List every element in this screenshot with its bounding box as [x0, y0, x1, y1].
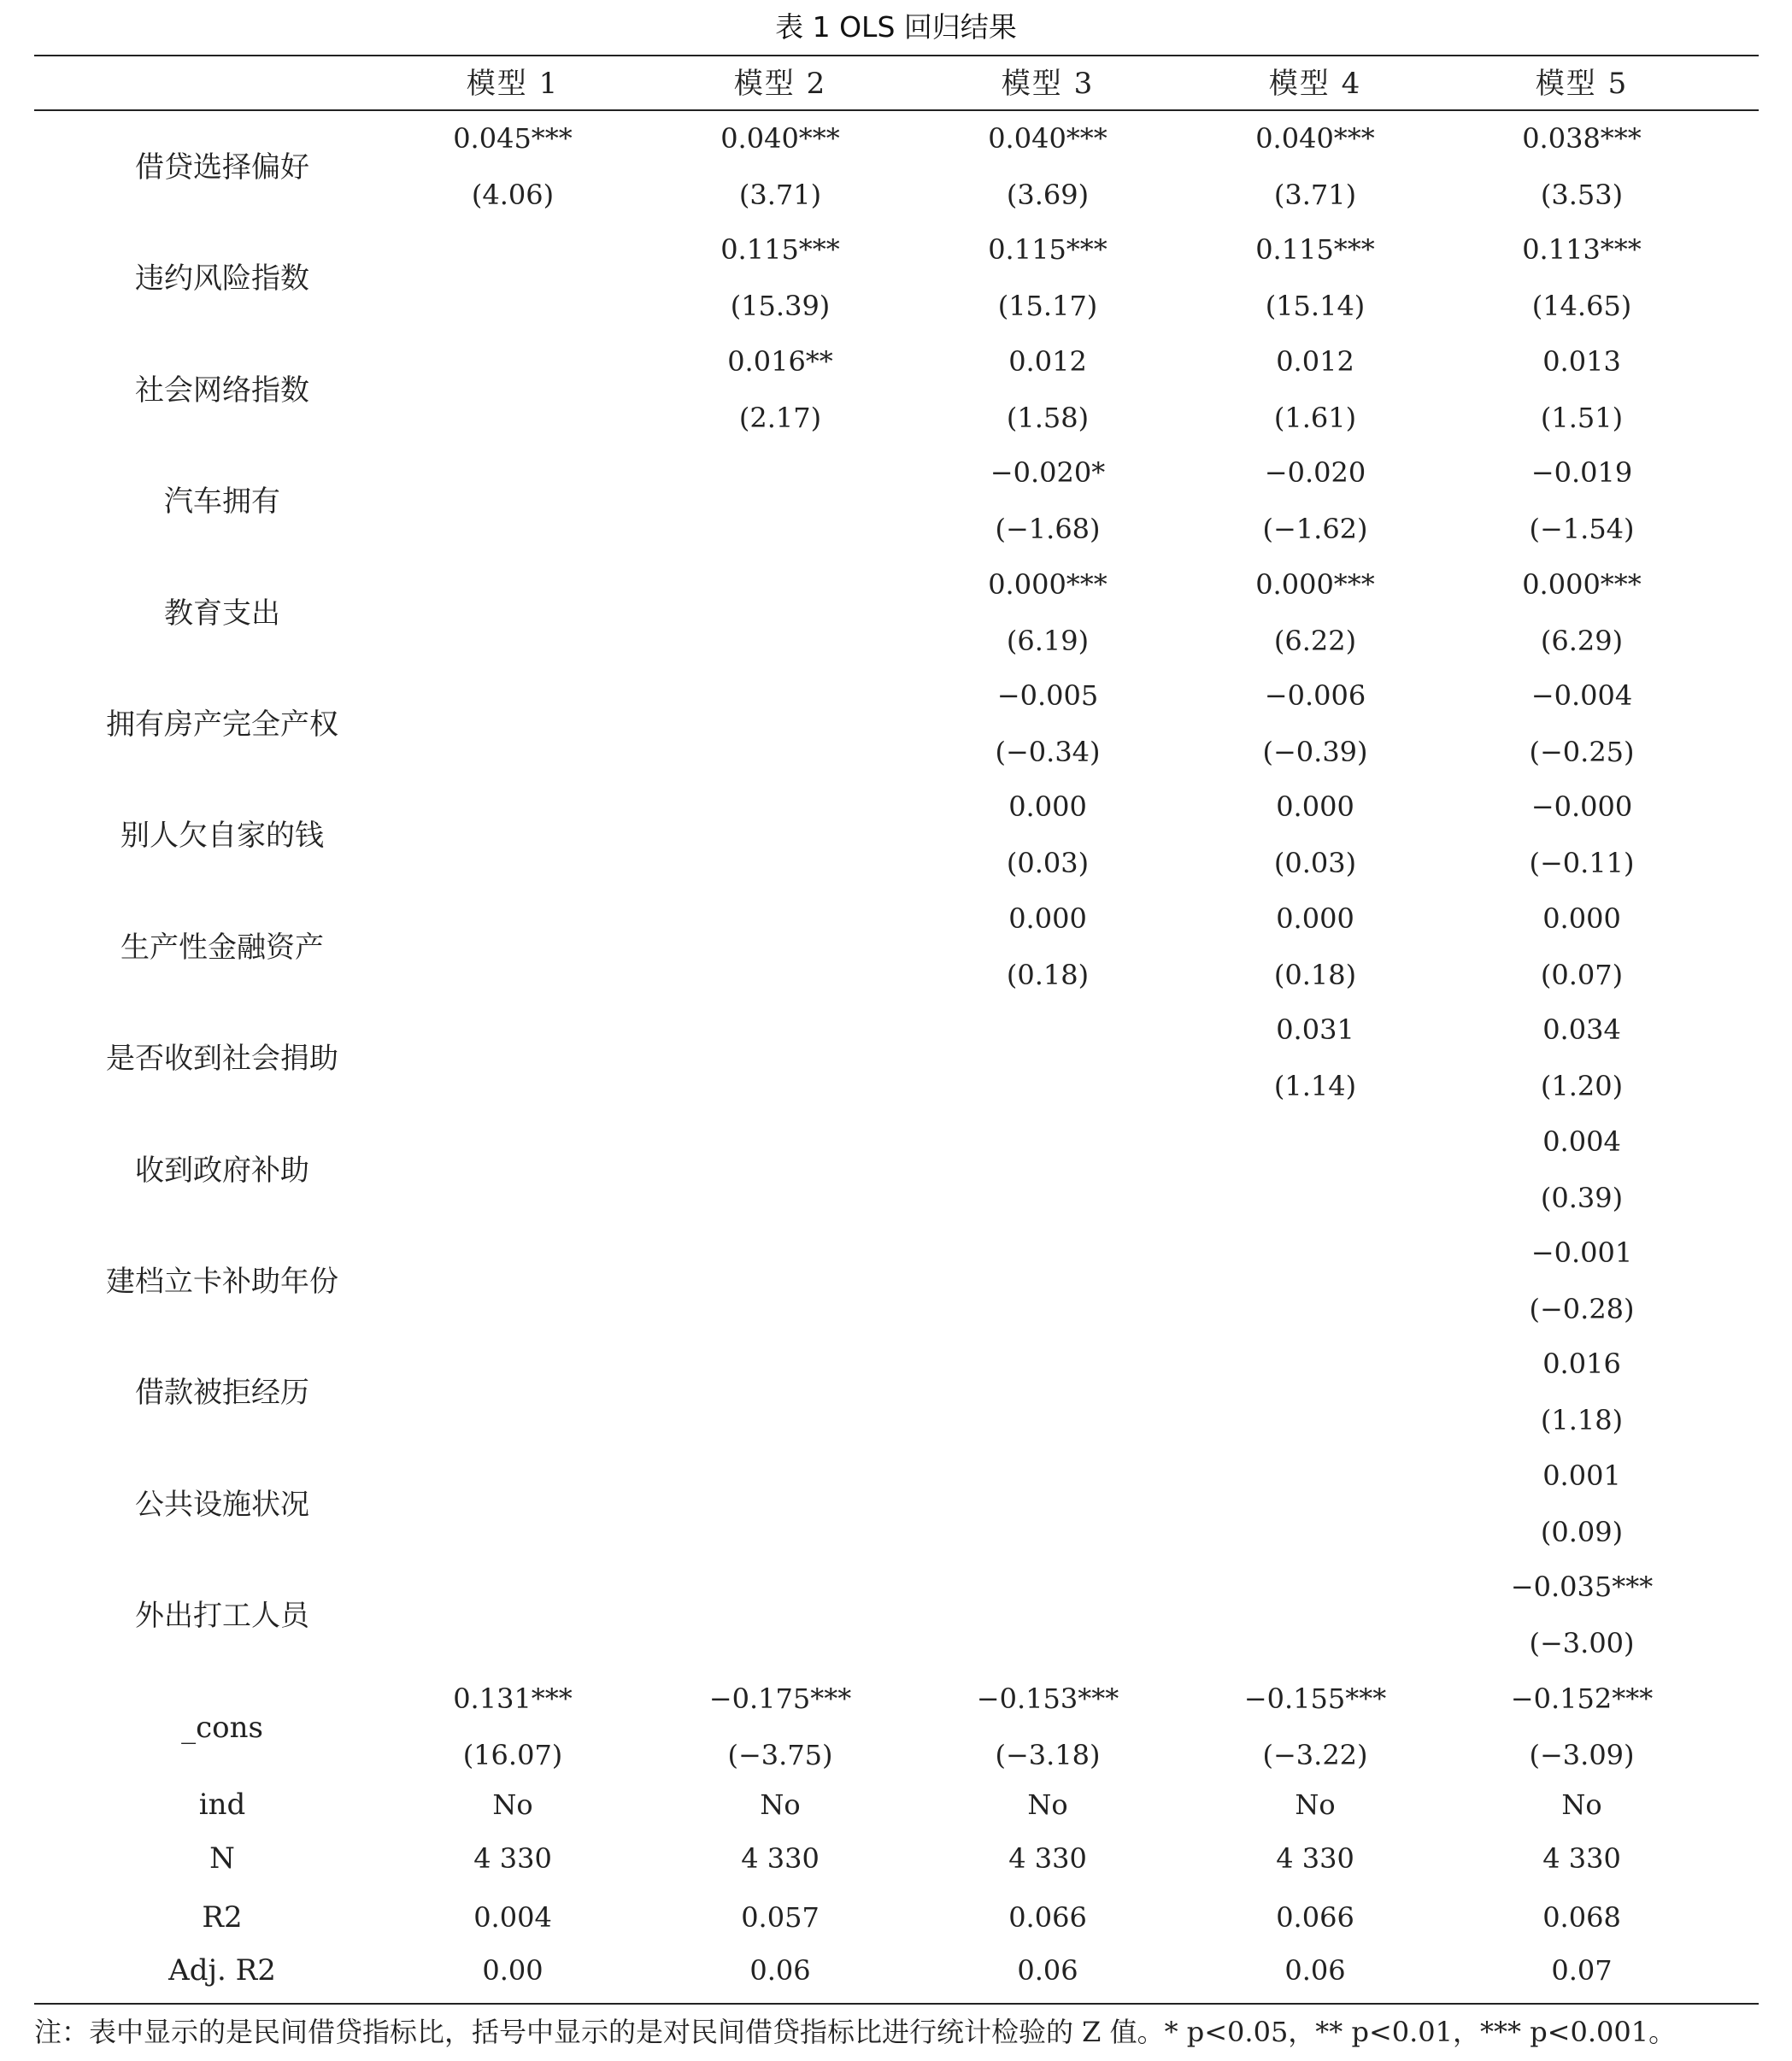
table-title: 表 1 OLS 回归结果	[775, 10, 1017, 44]
stat-cell: 0.066	[1276, 1901, 1354, 1934]
coef-cell: 0.012	[1276, 344, 1354, 378]
coef-cell: 0.012	[1008, 344, 1087, 378]
variable-label: _cons	[181, 1710, 263, 1745]
coef-cell: −0.175***	[708, 1682, 852, 1715]
z-value-cell: (1.58)	[1006, 401, 1090, 434]
variable-label: 社会网络指数	[135, 373, 309, 408]
z-value-cell: (0.18)	[1273, 958, 1357, 991]
z-value-cell: (0.03)	[1273, 847, 1357, 880]
z-value-cell: (−3.09)	[1529, 1738, 1635, 1771]
stat-cell: 4 330	[741, 1842, 820, 1875]
stat-cell: 4 330	[1276, 1842, 1354, 1875]
z-value-cell: (−0.28)	[1529, 1293, 1635, 1325]
coef-cell: 0.038***	[1522, 122, 1642, 155]
z-value-cell: (0.03)	[1006, 847, 1090, 880]
z-value-cell: (−3.00)	[1529, 1627, 1635, 1660]
stat-cell: No	[1027, 1788, 1068, 1821]
z-value-cell: (−0.34)	[995, 736, 1101, 768]
coef-cell: 0.000	[1008, 901, 1087, 935]
stat-cell: No	[1561, 1788, 1602, 1821]
stat-cell: 0.07	[1551, 1954, 1613, 1987]
stat-cell: 0.06	[1017, 1954, 1078, 1987]
bottom-rule	[34, 2003, 1759, 2005]
coef-cell: −0.153***	[976, 1682, 1119, 1715]
coef-cell: 0.000***	[988, 567, 1108, 601]
z-value-cell: (3.71)	[738, 179, 822, 211]
z-value-cell: (−1.68)	[995, 513, 1101, 546]
z-value-cell: (0.39)	[1540, 1181, 1624, 1214]
stat-cell: 4 330	[1542, 1842, 1621, 1875]
coef-cell: 0.115***	[720, 233, 840, 267]
coef-cell: 0.001	[1542, 1459, 1621, 1492]
z-value-cell: (−3.75)	[727, 1738, 833, 1771]
variable-label: 公共设施状况	[135, 1487, 309, 1522]
coef-cell: −0.020*	[990, 456, 1106, 490]
top-rule	[34, 55, 1759, 56]
variable-label: 借款被拒经历	[135, 1376, 309, 1411]
stat-cell: 0.06	[749, 1954, 811, 1987]
variable-label: 教育支出	[164, 596, 280, 631]
z-value-cell: (14.65)	[1531, 290, 1632, 323]
column-header-model-2: 模型 2	[733, 67, 827, 101]
stat-label: R2	[202, 1900, 243, 1935]
z-value-cell: (0.18)	[1006, 958, 1090, 991]
coef-cell: 0.115***	[988, 233, 1108, 267]
column-header-model-4: 模型 4	[1268, 67, 1362, 101]
coef-cell: 0.016**	[727, 344, 833, 378]
z-value-cell: (−3.18)	[995, 1738, 1101, 1771]
z-value-cell: (1.61)	[1273, 401, 1357, 434]
column-header-model-1: 模型 1	[466, 67, 560, 101]
coef-cell: 0.040***	[720, 122, 840, 155]
z-value-cell: (−0.11)	[1529, 847, 1635, 880]
z-value-cell: (6.22)	[1273, 624, 1357, 657]
coef-cell: 0.045***	[453, 122, 573, 155]
z-value-cell: (1.20)	[1540, 1070, 1624, 1103]
stat-label: ind	[198, 1788, 246, 1822]
z-value-cell: (3.53)	[1540, 179, 1624, 211]
coef-cell: 0.016	[1542, 1348, 1621, 1381]
z-value-cell: (−1.54)	[1529, 513, 1635, 546]
coef-cell: 0.000***	[1522, 567, 1642, 601]
coef-cell: −0.000	[1531, 790, 1633, 824]
stat-cell: No	[1295, 1788, 1336, 1821]
coef-cell: 0.113***	[1522, 233, 1642, 267]
header-rule	[34, 109, 1759, 111]
variable-label: 生产性金融资产	[120, 930, 324, 965]
z-value-cell: (3.71)	[1273, 179, 1357, 211]
z-value-cell: (1.14)	[1273, 1070, 1357, 1103]
stat-cell: No	[760, 1788, 801, 1821]
coef-cell: 0.000	[1276, 790, 1354, 824]
variable-label: 是否收到社会捐助	[106, 1042, 338, 1077]
z-value-cell: (15.17)	[997, 290, 1098, 323]
stat-cell: 4 330	[473, 1842, 552, 1875]
z-value-cell: (1.18)	[1540, 1404, 1624, 1437]
z-value-cell: (16.07)	[462, 1738, 563, 1771]
variable-label: 收到政府补助	[135, 1153, 309, 1188]
stat-cell: 0.068	[1542, 1901, 1621, 1934]
stat-cell: 0.06	[1284, 1954, 1346, 1987]
z-value-cell: (3.69)	[1006, 179, 1090, 211]
z-value-cell: (0.07)	[1540, 958, 1624, 991]
z-value-cell: (−0.39)	[1262, 736, 1368, 768]
coef-cell: −0.152***	[1510, 1682, 1654, 1715]
coef-cell: −0.004	[1531, 679, 1633, 712]
coef-cell: 0.115***	[1255, 233, 1375, 267]
z-value-cell: (6.19)	[1006, 624, 1090, 657]
variable-label: 别人欠自家的钱	[120, 819, 324, 854]
variable-label: 外出打工人员	[135, 1599, 309, 1634]
coef-cell: −0.005	[996, 679, 1099, 712]
coef-cell: 0.013	[1542, 344, 1621, 378]
stat-label: N	[209, 1841, 235, 1876]
coef-cell: 0.000	[1276, 901, 1354, 935]
variable-label: 借贷选择偏好	[135, 150, 309, 185]
variable-label: 拥有房产完全产权	[106, 708, 338, 742]
column-header-model-3: 模型 3	[1001, 67, 1095, 101]
variable-label: 建档立卡补助年份	[106, 1265, 338, 1299]
coef-cell: −0.020	[1264, 456, 1366, 490]
variable-label: 违约风险指数	[135, 261, 309, 297]
z-value-cell: (2.17)	[738, 401, 822, 434]
stat-cell: 0.004	[473, 1901, 552, 1934]
coef-cell: 0.034	[1542, 1013, 1621, 1047]
stat-label: Adj. R2	[168, 1953, 276, 1988]
z-value-cell: (15.14)	[1265, 290, 1366, 323]
coef-cell: −0.001	[1531, 1236, 1633, 1269]
z-value-cell: (−1.62)	[1262, 513, 1368, 546]
z-value-cell: (15.39)	[730, 290, 831, 323]
column-header-model-5: 模型 5	[1535, 67, 1629, 101]
coef-cell: −0.006	[1264, 679, 1366, 712]
stat-cell: 0.057	[741, 1901, 820, 1934]
coef-cell: 0.004	[1542, 1124, 1621, 1158]
z-value-cell: (−0.25)	[1529, 736, 1635, 768]
stat-cell: 4 330	[1008, 1842, 1087, 1875]
z-value-cell: (−3.22)	[1262, 1738, 1368, 1771]
z-value-cell: (1.51)	[1540, 401, 1624, 434]
coef-cell: −0.155***	[1243, 1682, 1387, 1715]
z-value-cell: (6.29)	[1540, 624, 1624, 657]
stat-cell: 0.066	[1008, 1901, 1087, 1934]
stat-cell: No	[492, 1788, 533, 1821]
z-value-cell: (0.09)	[1540, 1515, 1624, 1548]
coef-cell: 0.040***	[988, 122, 1108, 155]
table-note: 注：表中显示的是民间借贷指标比，括号中显示的是对民间借贷指标比进行统计检验的 Z 值。* p<0.05，** p<0.01，*** p<0.001。	[34, 2016, 1677, 2048]
coef-cell: 0.000	[1008, 790, 1087, 824]
coef-cell: 0.000	[1542, 901, 1621, 935]
coef-cell: 0.031	[1276, 1013, 1354, 1047]
z-value-cell: (4.06)	[471, 179, 555, 211]
stat-cell: 0.00	[482, 1954, 543, 1987]
variable-label: 汽车拥有	[164, 484, 280, 520]
coef-cell: 0.040***	[1255, 122, 1375, 155]
coef-cell: −0.019	[1531, 456, 1633, 490]
coef-cell: 0.131***	[453, 1682, 573, 1715]
coef-cell: 0.000***	[1255, 567, 1375, 601]
coef-cell: −0.035***	[1510, 1571, 1654, 1604]
